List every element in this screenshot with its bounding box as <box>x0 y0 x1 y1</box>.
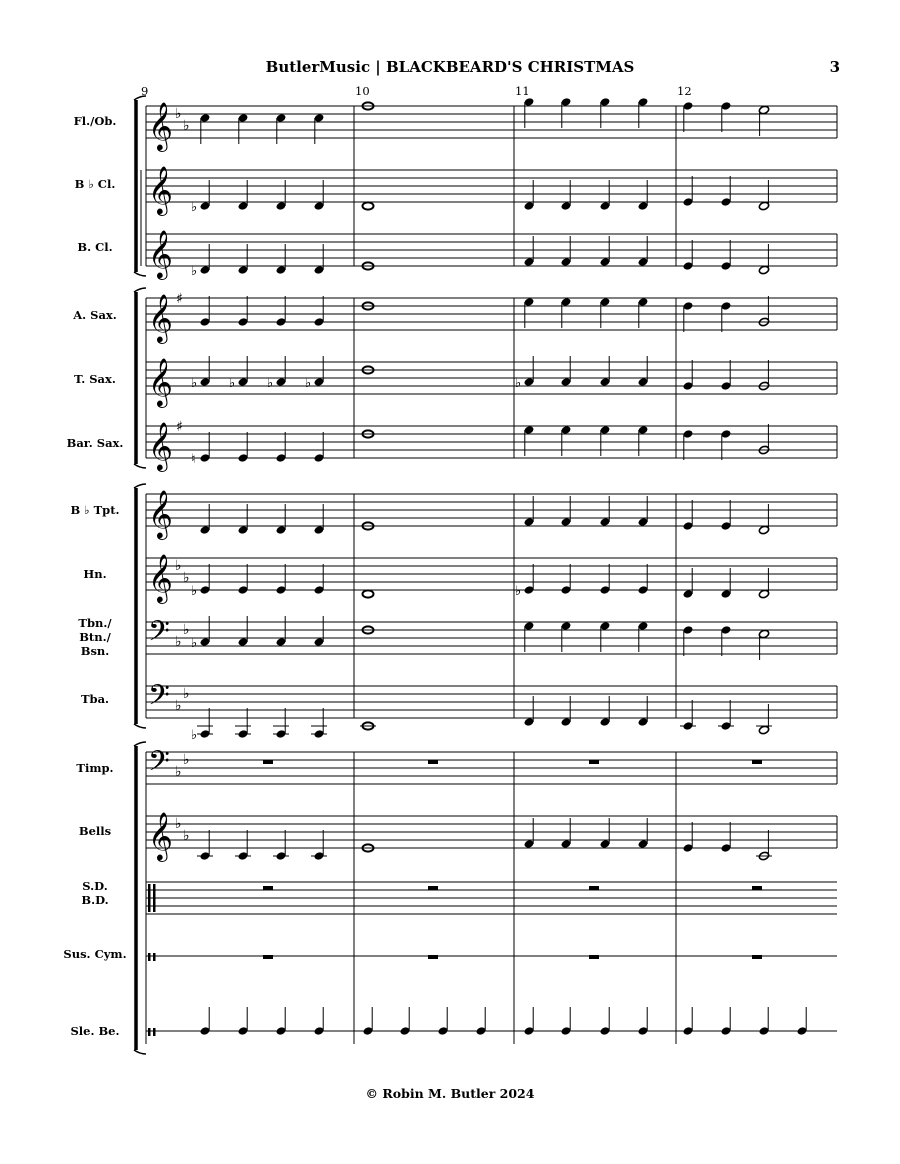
flat-sign: ♭ <box>175 816 182 832</box>
flat-sign: ♭ <box>183 828 190 844</box>
instrument-label-bass-clarinet: B. Cl. <box>77 240 113 254</box>
flat-sign: ♭ <box>183 622 190 638</box>
whole-rest <box>428 886 438 890</box>
accidental: ♭ <box>515 376 522 391</box>
treble-clef: 𝄞 <box>148 165 173 214</box>
accidental: ♭ <box>191 584 198 599</box>
percussion-clef <box>148 953 151 961</box>
percussion-clef <box>153 1028 156 1036</box>
whole-rest <box>752 760 762 764</box>
accidental: ♭ <box>305 376 312 391</box>
treble-clef: 𝄞 <box>148 489 173 538</box>
accidental: ♭ <box>267 376 274 391</box>
accidental: ♭ <box>191 264 198 279</box>
flat-sign: ♭ <box>183 570 190 586</box>
bracket-hook <box>134 288 146 292</box>
whole-rest <box>589 955 599 959</box>
flat-sign: ♭ <box>175 764 182 780</box>
percussion-clef <box>153 953 156 961</box>
treble-clef: 𝄞 <box>148 293 173 342</box>
treble-clef: 𝄞 <box>148 811 173 860</box>
treble-clef: 𝄞 <box>148 553 173 602</box>
flat-sign: ♭ <box>183 118 190 134</box>
sharp-sign: ♯ <box>176 419 183 435</box>
whole-rest <box>428 760 438 764</box>
page-number: 3 <box>829 58 840 76</box>
bracket-hook <box>134 272 146 276</box>
instrument-label-bells: Bells <box>78 824 112 838</box>
instrument-label-baritone-sax: Bar. Sax. <box>66 436 124 450</box>
accidental: ♮ <box>191 452 196 467</box>
flat-sign: ♭ <box>175 106 182 122</box>
flat-sign: ♭ <box>175 698 182 714</box>
percussion-clef <box>148 1028 151 1036</box>
measure-number-12: 12 <box>677 84 692 98</box>
bracket-hook <box>134 742 146 746</box>
whole-rest <box>752 955 762 959</box>
whole-rest <box>263 760 273 764</box>
whole-rest <box>263 955 273 959</box>
accidental: ♭ <box>515 584 522 599</box>
instrument-label-clarinet: B ♭ Cl. <box>74 177 116 191</box>
bracket-hook <box>134 484 146 488</box>
bass-clef: 𝄢 <box>148 679 170 719</box>
sharp-sign: ♯ <box>176 291 183 307</box>
instrument-label-trumpet: B ♭ Tpt. <box>70 503 120 517</box>
bass-clef: 𝄢 <box>148 615 170 655</box>
measure-number-9: 9 <box>141 84 149 98</box>
instrument-label-trombone: Tbn./ Btn./ Bsn. <box>78 616 112 658</box>
whole-rest <box>428 955 438 959</box>
instrument-label-horn: Hn. <box>83 567 107 581</box>
treble-clef: 𝄞 <box>148 229 173 278</box>
instrument-label-tenor-sax: T. Sax. <box>74 372 116 386</box>
whole-rest <box>752 886 762 890</box>
whole-rest <box>589 760 599 764</box>
measure-number-11: 11 <box>515 84 530 98</box>
instrument-label-timpani: Timp. <box>76 761 114 775</box>
flat-sign: ♭ <box>175 634 182 650</box>
treble-clef: 𝄞 <box>148 101 173 150</box>
instrument-label-snare-bass-drum: S.D. B.D. <box>81 879 109 907</box>
flat-sign: ♭ <box>183 752 190 768</box>
flat-sign: ♭ <box>175 558 182 574</box>
bracket-hook <box>134 1050 146 1054</box>
bracket-hook <box>134 724 146 728</box>
treble-clef: 𝄞 <box>148 421 173 470</box>
accidental: ♭ <box>229 376 236 391</box>
flat-sign: ♭ <box>183 686 190 702</box>
percussion-clef <box>148 884 151 912</box>
treble-clef: 𝄞 <box>148 357 173 406</box>
instrument-label-sleigh-bells: Sle. Be. <box>70 1024 120 1038</box>
whole-rest <box>263 886 273 890</box>
copyright-footer: © Robin M. Butler 2024 <box>365 1086 535 1101</box>
whole-note <box>363 590 374 597</box>
percussion-clef <box>153 884 156 912</box>
whole-rest <box>589 886 599 890</box>
bracket-hook <box>134 464 146 468</box>
accidental: ♭ <box>191 728 198 743</box>
accidental: ♭ <box>191 636 198 651</box>
whole-note <box>363 202 374 209</box>
accidental: ♭ <box>191 376 198 391</box>
instrument-label-flute-oboe: Fl./Ob. <box>73 114 117 128</box>
instrument-label-suspended-cymbal: Sus. Cym. <box>63 947 127 961</box>
bracket-hook <box>134 96 146 100</box>
score-title: ButlerMusic | BLACKBEARD'S CHRISTMAS <box>265 58 635 76</box>
accidental: ♭ <box>191 200 198 215</box>
bass-clef: 𝄢 <box>148 745 170 785</box>
instrument-label-tuba: Tba. <box>80 692 110 706</box>
measure-number-10: 10 <box>355 84 370 98</box>
instrument-label-alto-sax: A. Sax. <box>73 308 117 322</box>
